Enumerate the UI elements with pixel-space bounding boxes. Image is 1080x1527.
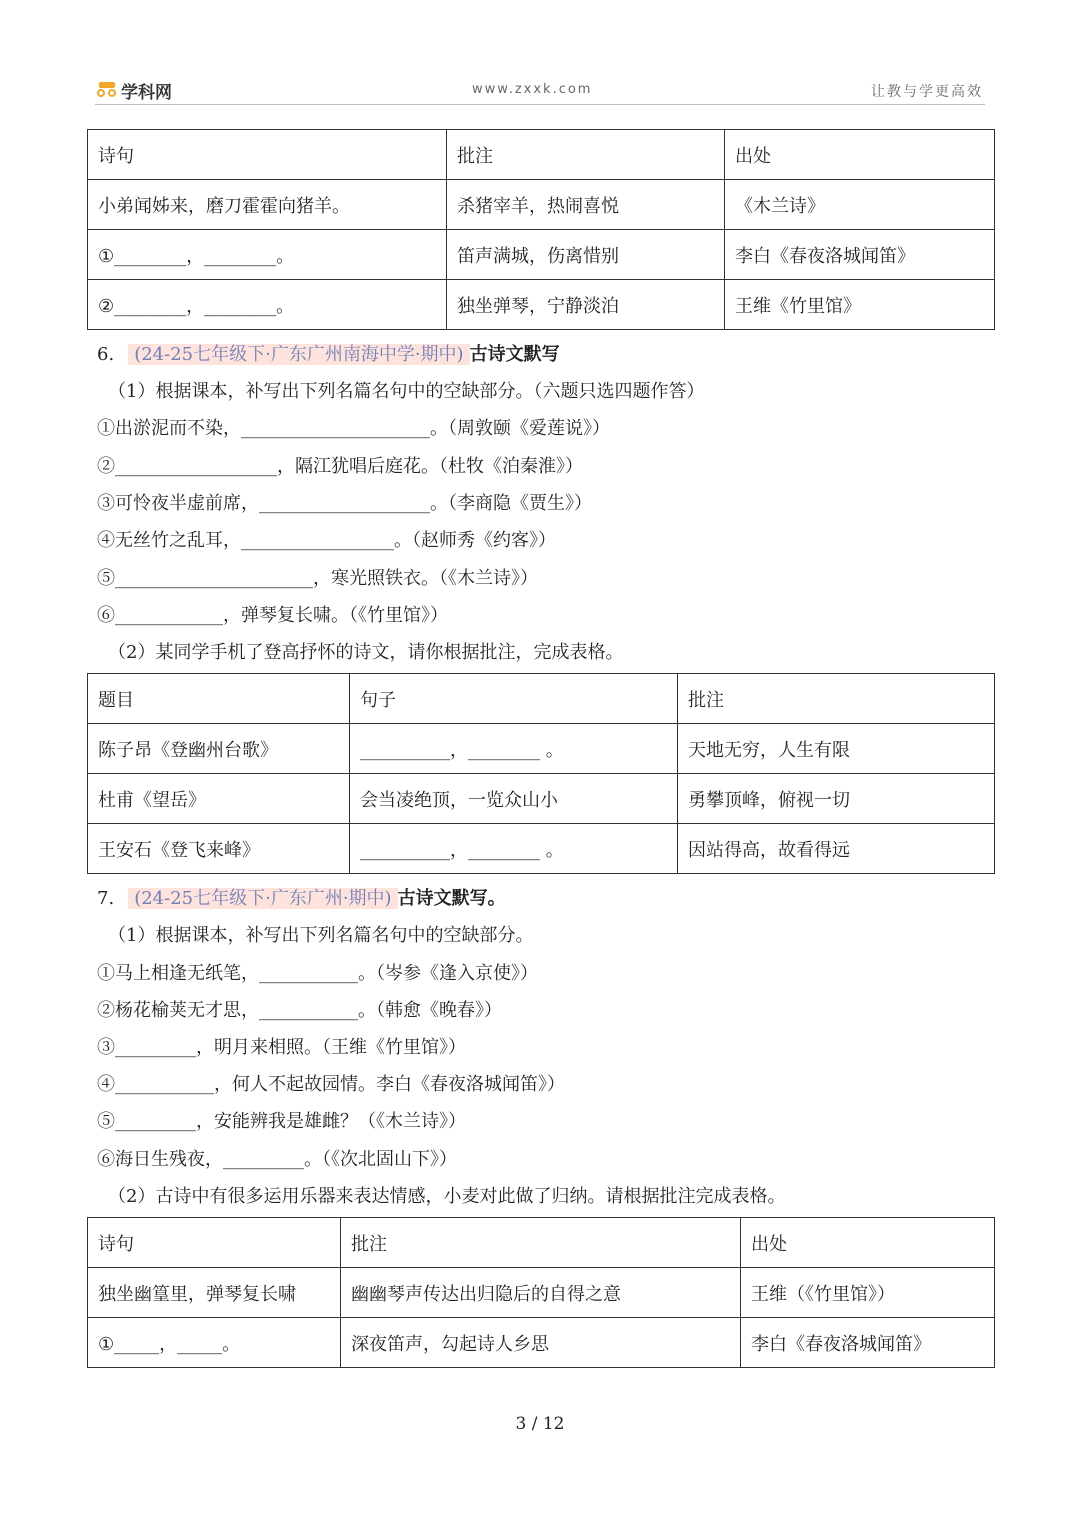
- table-cell: ②________，________。: [88, 280, 447, 330]
- table-header-cell: 题目: [88, 674, 350, 724]
- table-cell: 会当凌绝顶，一览众山小: [350, 774, 678, 824]
- logo-text: 学科网: [121, 83, 172, 103]
- table-header-row: [88, 674, 995, 724]
- table-row: [88, 1268, 995, 1318]
- table-cell: 李白《春夜洛城闻笛》: [741, 1318, 995, 1368]
- table-cell: __________，________ 。: [350, 724, 678, 774]
- table-header-row: [88, 1218, 995, 1268]
- q6-item: ⑥____________，弹琴复长啸。（《竹里馆》）: [97, 605, 448, 626]
- table-header-row: [88, 130, 995, 180]
- table-cell: 王安石《登飞来峰》: [88, 824, 350, 874]
- source-tag: (24-25七年级下·广东广州南海中学·期中): [128, 344, 469, 365]
- table-cell: 杜甫《望岳》: [88, 774, 350, 824]
- q7-item: ①马上相逢无纸笔，___________。（岑参《逢入京使》）: [97, 963, 538, 984]
- q6-item: ⑤______________________，寒光照铁衣。（《木兰诗》）: [97, 568, 538, 589]
- table-row: [88, 280, 995, 330]
- site-slogan: 让教与学更高效: [871, 84, 983, 100]
- q6-item: ②__________________，隔江犹唱后庭花。（杜牧《泊秦淮》）: [97, 456, 583, 477]
- q6-part2-intro: （2）某同学手机了登高抒怀的诗文，请你根据批注，完成表格。: [108, 642, 624, 663]
- table-cell: 独坐幽篁里，弹琴复长啸: [88, 1268, 341, 1318]
- table-cell: 深夜笛声，勾起诗人乡思: [341, 1318, 741, 1368]
- table-cell: 天地无穷，人生有限: [678, 724, 995, 774]
- table-cell: 杀猪宰羊，热闹喜悦: [447, 180, 725, 230]
- question-6-heading: [97, 340, 560, 366]
- table-row: [88, 724, 995, 774]
- table-cell: 勇攀顶峰，俯视一切: [678, 774, 995, 824]
- table-row: [88, 1318, 995, 1368]
- table-cell: __________，________ 。: [350, 824, 678, 874]
- poem-annotation-table-1: [87, 129, 995, 330]
- table-cell: ①________，________。: [88, 230, 447, 280]
- q7-item: ⑤_________，安能辨我是雄雌？（《木兰诗》）: [97, 1111, 466, 1132]
- table-cell: 因站得高，故看得远: [678, 824, 995, 874]
- q6-item: ①出淤泥而不染，_____________________。（周敦颐《爱莲说》）: [97, 418, 610, 439]
- source-tag: (24-25七年级下·广东广州·期中): [128, 888, 397, 909]
- question-title: 古诗文默写: [469, 344, 560, 365]
- table-row: [88, 180, 995, 230]
- table-header-cell: 诗句: [88, 130, 447, 180]
- table-header-cell: 出处: [725, 130, 995, 180]
- q7-item: ②杨花榆荚无才思，___________。（韩愈《晚春》）: [97, 1000, 502, 1021]
- table-row: [88, 774, 995, 824]
- q7-item: ③_________，明月来相照。（王维《竹里馆》）: [97, 1037, 466, 1058]
- table-header-cell: 批注: [447, 130, 725, 180]
- q7-item: ⑥海日生残夜，_________。（《次北固山下》）: [97, 1149, 457, 1170]
- question-number: 6.: [97, 344, 115, 365]
- q6-part1-intro: （1）根据课本，补写出下列名篇名句中的空缺部分。（六题只选四题作答）: [108, 381, 705, 402]
- table-cell: 独坐弹琴，宁静淡泊: [447, 280, 725, 330]
- climbing-poems-table: [87, 673, 995, 874]
- question-title: 古诗文默写。: [397, 888, 506, 909]
- table-cell: 陈子昂《登幽州台歌》: [88, 724, 350, 774]
- table-header-cell: 句子: [350, 674, 678, 724]
- question-number: 7.: [97, 888, 115, 909]
- page-number: 3 / 12: [515, 1414, 565, 1434]
- table-cell: ①_____，_____。: [88, 1318, 341, 1368]
- page-header: [95, 76, 985, 105]
- table-cell: 李白《春夜洛城闻笛》: [725, 230, 995, 280]
- table-cell: 《木兰诗》: [725, 180, 995, 230]
- site-url: www.zxxk.com: [472, 82, 593, 97]
- table-cell: 王维《竹里馆》: [725, 280, 995, 330]
- table-cell: 王维（《竹里馆》）: [741, 1268, 995, 1318]
- table-header-cell: 出处: [741, 1218, 995, 1268]
- table-row: [88, 230, 995, 280]
- site-logo: [97, 78, 172, 103]
- table-cell: 幽幽琴声传达出归隐后的自得之意: [341, 1268, 741, 1318]
- q6-item: ③可怜夜半虚前席，___________________。（李商隐《贾生》）: [97, 493, 592, 514]
- table-header-cell: 诗句: [88, 1218, 341, 1268]
- question-7-heading: [97, 884, 506, 910]
- q7-part2-intro: （2）古诗中有很多运用乐器来表达情感，小麦对此做了归纳。请根据批注完成表格。: [108, 1186, 786, 1207]
- table-row: [88, 824, 995, 874]
- table-cell: 笛声满城，伤离惜别: [447, 230, 725, 280]
- instrument-poems-table: [87, 1217, 995, 1368]
- q6-item: ④无丝竹之乱耳，_________________。（赵师秀《约客》）: [97, 530, 556, 551]
- q7-part1-intro: （1）根据课本，补写出下列名篇名句中的空缺部分。: [108, 925, 534, 946]
- q7-item: ④___________，何人不起故园情。李白《春夜洛城闻笛》）: [97, 1074, 565, 1095]
- owl-logo-icon: [97, 82, 117, 100]
- table-header-cell: 批注: [678, 674, 995, 724]
- table-header-cell: 批注: [341, 1218, 741, 1268]
- table-cell: 小弟闻姊来，磨刀霍霍向猪羊。: [88, 180, 447, 230]
